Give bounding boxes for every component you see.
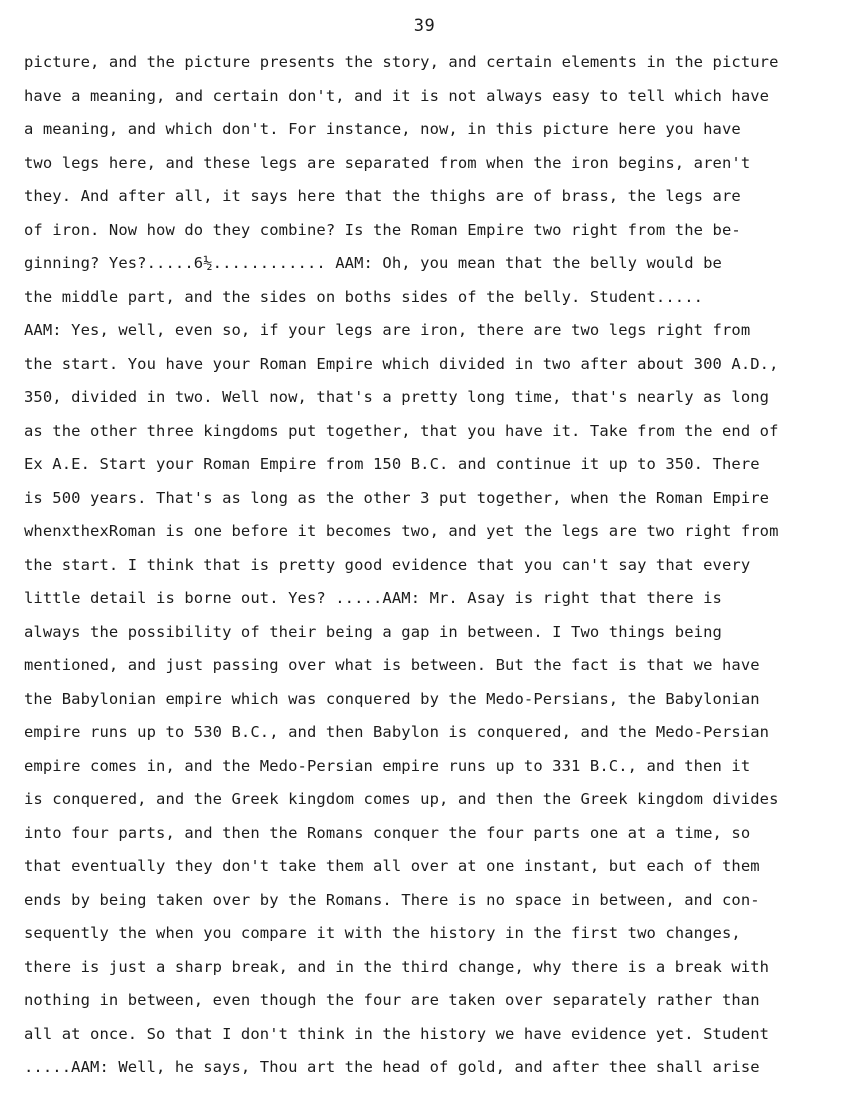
text-line: two legs here, and these legs are separated from when the iron begins, aren't <box>24 153 751 172</box>
text-line: have a meaning, and certain don't, and it is not always easy to tell which have <box>24 86 770 105</box>
text-line: the start. You have your Roman Empire which divided in two after about 300 A.D., <box>24 354 779 373</box>
text-line: empire runs up to 530 B.C., and then Babylon is conquered, and the Medo-Persian <box>24 723 770 741</box>
text-line: as the other three kingdoms put together, that you have it. Take from the end of <box>24 421 779 440</box>
text-line: ginning? Yes?.....6½............ AAM: Oh, you mean that the belly would be <box>24 254 722 272</box>
text-line: the middle part, and the sides on boths sides of the belly. Student..... <box>24 287 704 306</box>
text-line: into four parts, and then the Romans conquer the four parts one at a time, so <box>24 823 751 842</box>
text-line: of iron. Now how do they combine? Is the Roman Empire two right from the be- <box>24 220 741 239</box>
text-line: always the possibility of their being a gap in between. I Two things being <box>24 622 722 641</box>
text-line: mentioned, and just passing over what is between. But the fact is that we have <box>24 656 760 674</box>
text-line: sequently the when you compare it with the history in the first two changes, <box>24 924 741 942</box>
text-line: is conquered, and the Greek kingdom comes up, and then the Greek kingdom divides <box>24 790 779 808</box>
text-line: a meaning, and which don't. For instance, now, in this picture here you have <box>24 120 741 138</box>
text-line: is 500 years. That's as long as the other 3 put together, when the Roman Empire <box>24 488 770 507</box>
text-line: there is just a sharp break, and in the third change, why there is a break with <box>24 957 770 976</box>
typed-text-body <box>24 50 846 1089</box>
text-line: ends by being taken over by the Romans. There is no space in between, and con- <box>24 890 760 909</box>
text-line: whenxthexRoman is one before it becomes two, and yet the legs are two right from <box>24 522 779 540</box>
text-line: all at once. So that I don't think in the history we have evidence yet. Student <box>24 1024 770 1043</box>
text-line: that eventually they don't take them all over at one instant, but each of them <box>24 857 760 875</box>
text-line: nothing in between, even though the four are taken over separately rather than <box>24 991 760 1009</box>
text-line: 350, divided in two. Well now, that's a pretty long time, that's nearly as long <box>24 388 770 406</box>
text-line: picture, and the picture presents the story, and certain elements in the picture <box>24 53 779 71</box>
text-line: empire comes in, and the Medo-Persian empire runs up to 331 B.C., and then it <box>24 756 751 775</box>
text-line: the Babylonian empire which was conquered by the Medo-Persians, the Babylonian <box>24 689 760 708</box>
text-line: they. And after all, it says here that the thighs are of brass, the legs are <box>24 187 741 205</box>
text-line: little detail is borne out. Yes? .....AAM: Mr. Asay is right that there is <box>24 589 722 607</box>
text-line: the start. I think that is pretty good evidence that you can't say that every <box>24 555 751 574</box>
page-number: 39 <box>413 16 436 36</box>
text-line: .....AAM: Well, he says, Thou art the head of gold, and after thee shall arise <box>24 1058 760 1076</box>
text-line: Ex A.E. Start your Roman Empire from 150 B.C. and continue it up to 350. There <box>24 455 760 473</box>
text-line: AAM: Yes, well, even so, if your legs are iron, there are two legs right from <box>24 321 751 339</box>
